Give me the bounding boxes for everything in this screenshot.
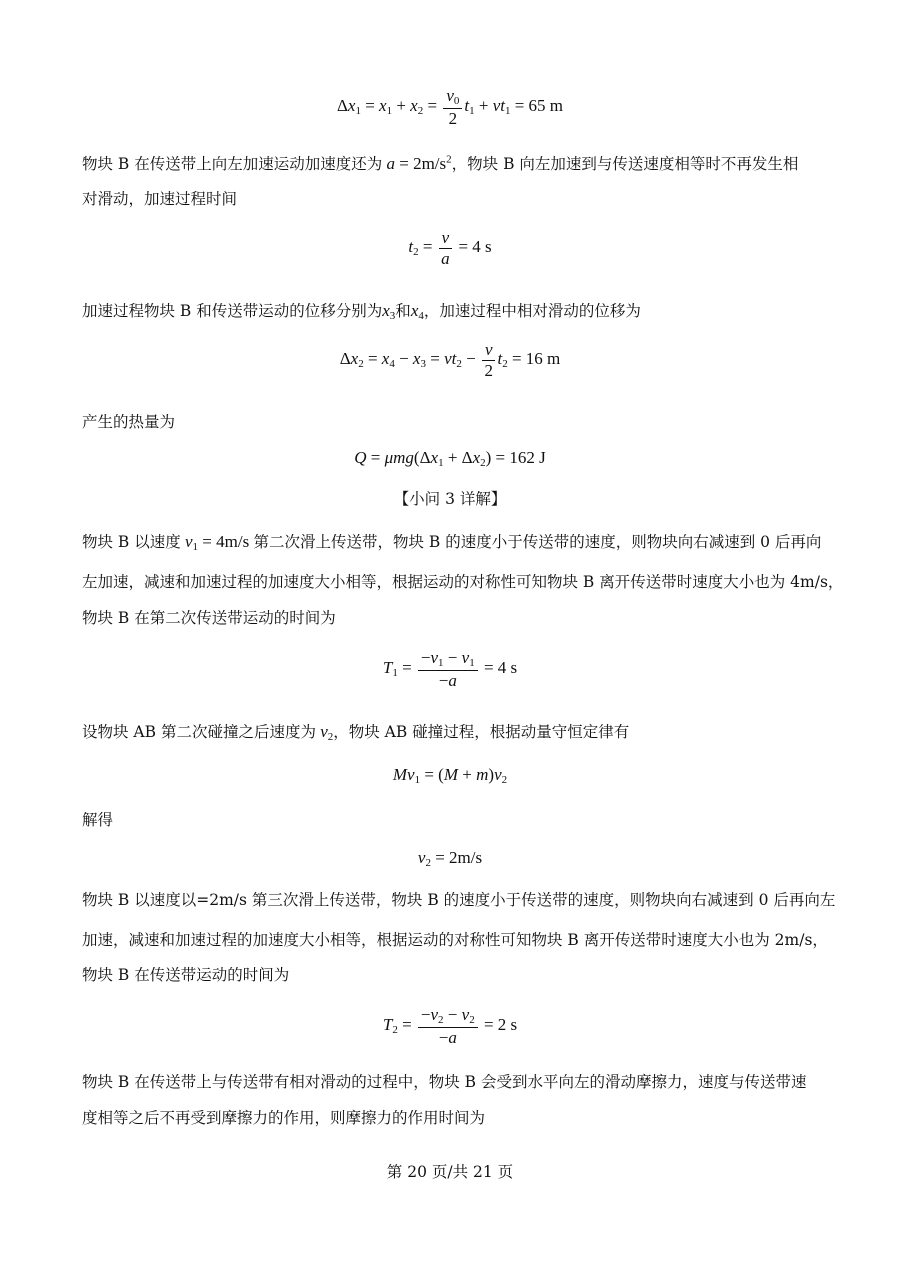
- section-heading: 【小问 3 详解】: [393, 490, 507, 508]
- paragraph-line: 设物块 AB 第二次碰撞之后速度为 $v_2$，物块 AB 碰撞过程，根据动量守恒定律有: [82, 722, 630, 743]
- equation-T1: $T_1$ = $\frac{-v_1 - v_1}{-a}$ = 4 s: [382, 648, 518, 690]
- paragraph-line: 左加速，减速和加速过程的加速度大小相等，根据运动的对称性可知物块 B 离开传送带时速度大小也为 4m/s，: [82, 573, 844, 591]
- equation-delta-x2: $\Delta x_2 = x_4 - x_3 = vt_2$ − $\frac{v}{2}$ $t_2 = 16$ m: [339, 340, 561, 380]
- paragraph-line: 加速过程物块 B 和传送带运动的位移分别为$x_3$和$x_4$，加速过程中相对滑动的位移为: [82, 301, 641, 322]
- paragraph-line: 解得: [82, 811, 114, 829]
- equation-momentum: $Mv_1 = (M + m)v_2$: [392, 765, 508, 786]
- paragraph-line: 产生的热量为: [82, 413, 176, 431]
- equation-t2: $t_2$ = $\frac{v}{a}$ = 4 s: [408, 228, 492, 268]
- paragraph-line: 度相等之后不再受到摩擦力的作用，则摩擦力的作用时间为: [82, 1109, 486, 1127]
- equation-heat: $Q = \mu mg(\Delta x_1 + \Delta x_2) = 162$ J: [354, 448, 546, 469]
- page-footer: 第 20 页/共 21 页: [386, 1163, 514, 1181]
- paragraph-line: 物块 B 在传送带上与传送带有相对滑动的过程中，物块 B 会受到水平向左的滑动摩擦力，速度与传送带速: [82, 1073, 807, 1091]
- equation-T2: $T_2$ = $\frac{-v_2 - v_2}{-a}$ = 2 s: [382, 1005, 518, 1047]
- paragraph-line: 物块 B 以速度 $v_1 = 4m/s$ 第二次滑上传送带，物块 B 的速度小于传送带的速度，则物块向右减速到 0 后再向: [82, 532, 822, 553]
- paragraph-line: 对滑动，加速过程时间: [82, 190, 238, 208]
- paragraph-line: 物块 B 在第二次传送带运动的时间为: [82, 609, 336, 627]
- equation-delta-x1: $\Delta x_1 = x_1 + x_2$ = $\frac{v_0}{2}$ $t_1 + vt_1 = 65$ m: [336, 86, 564, 128]
- paragraph-line: 物块 B 在传送带上向左加速运动加速度还为 $a = 2m/s^2$，物块 B 向左加速到与传送速度相等时不再发生相: [82, 153, 799, 173]
- paragraph-line: 物块 B 以速度以=2m/s 第三次滑上传送带，物块 B 的速度小于传送带的速度，则物块向右减速到 0 后再向左: [82, 891, 836, 909]
- paragraph-line: 加速，减速和加速过程的加速度大小相等，根据运动的对称性可知物块 B 离开传送带时速度大小也为 2m/s，: [82, 931, 828, 949]
- equation-v2: $v_2 = 2m/s$: [417, 848, 483, 869]
- paragraph-line: 物块 B 在传送带运动的时间为: [82, 966, 290, 984]
